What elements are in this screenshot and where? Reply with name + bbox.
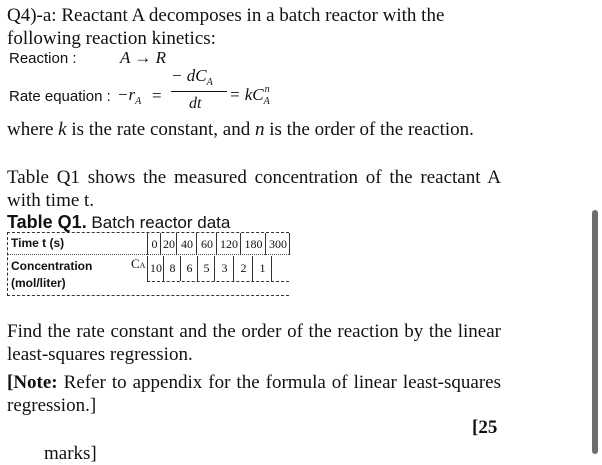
- table-title: Table Q1. Batch reactor data: [7, 212, 231, 232]
- task-text: Find the rate constant and the order of the reaction by the linear least-squares regression.: [7, 321, 501, 365]
- note-text: [Note: Refer to appendix for the formula of linear least-squares regression.]: [7, 372, 501, 416]
- marks-value: [25: [472, 417, 498, 438]
- question-heading: [7, 4, 507, 50]
- time-cell: 60: [196, 233, 217, 255]
- concentration-row-end-border: [271, 256, 272, 281]
- marks-unit: marks]: [44, 443, 97, 464]
- time-cell: 180: [240, 233, 266, 255]
- concentration-cell: 1: [252, 256, 272, 281]
- time-cell: 300: [265, 233, 290, 255]
- rate-lhs: $-r_A$: [117, 85, 142, 107]
- concentration-cell: 8: [163, 256, 181, 281]
- rate-fraction-denominator: dt: [189, 95, 202, 112]
- reaction-label: Reaction :: [9, 50, 77, 67]
- time-cell: 40: [176, 233, 197, 255]
- rate-fraction-numerator: − $dC_A$: [171, 66, 213, 88]
- concentration-cell: 5: [197, 256, 215, 281]
- time-cell: 20: [160, 233, 177, 255]
- row-label-concentration: Concentration: [11, 259, 93, 273]
- value-area-bottom-border: [147, 281, 289, 282]
- concentration-cell: 3: [214, 256, 234, 281]
- fraction-bar: [171, 91, 227, 92]
- time-cell: 120: [216, 233, 241, 255]
- question-text: Reactant A decomposes in a batch reactor with the following reaction kinetics:: [7, 5, 445, 49]
- concentration-cell: 10: [147, 256, 164, 281]
- reaction-equation: A → R: [120, 48, 166, 67]
- concentration-values-row: [147, 256, 289, 281]
- rate-equals: =: [152, 86, 162, 105]
- table-left-border: [7, 232, 8, 296]
- scrollbar[interactable]: [592, 210, 598, 454]
- time-row-end-border: [289, 233, 290, 255]
- data-table: [7, 232, 289, 298]
- concentration-symbol: CA: [131, 256, 146, 271]
- row-label-time: Time t (s): [11, 236, 65, 250]
- table-bottom-border: [7, 295, 289, 296]
- concentration-cell: 2: [233, 256, 253, 281]
- table-intro-text: Table Q1 shows the measured concentration of the reactant A with time t.: [7, 167, 501, 211]
- concentration-cell: 6: [180, 256, 198, 281]
- rate-rhs: = $kC^n_A$: [229, 84, 270, 107]
- time-cell: 0: [147, 233, 161, 255]
- question-label: Q4)-a:: [7, 5, 57, 26]
- time-values-row: [147, 233, 289, 255]
- definition-text: where k is the rate constant, and n is the order of the reaction.: [7, 119, 474, 140]
- row-label-units: (mol/liter): [11, 276, 66, 290]
- rate-equation-label: Rate equation :: [9, 88, 111, 105]
